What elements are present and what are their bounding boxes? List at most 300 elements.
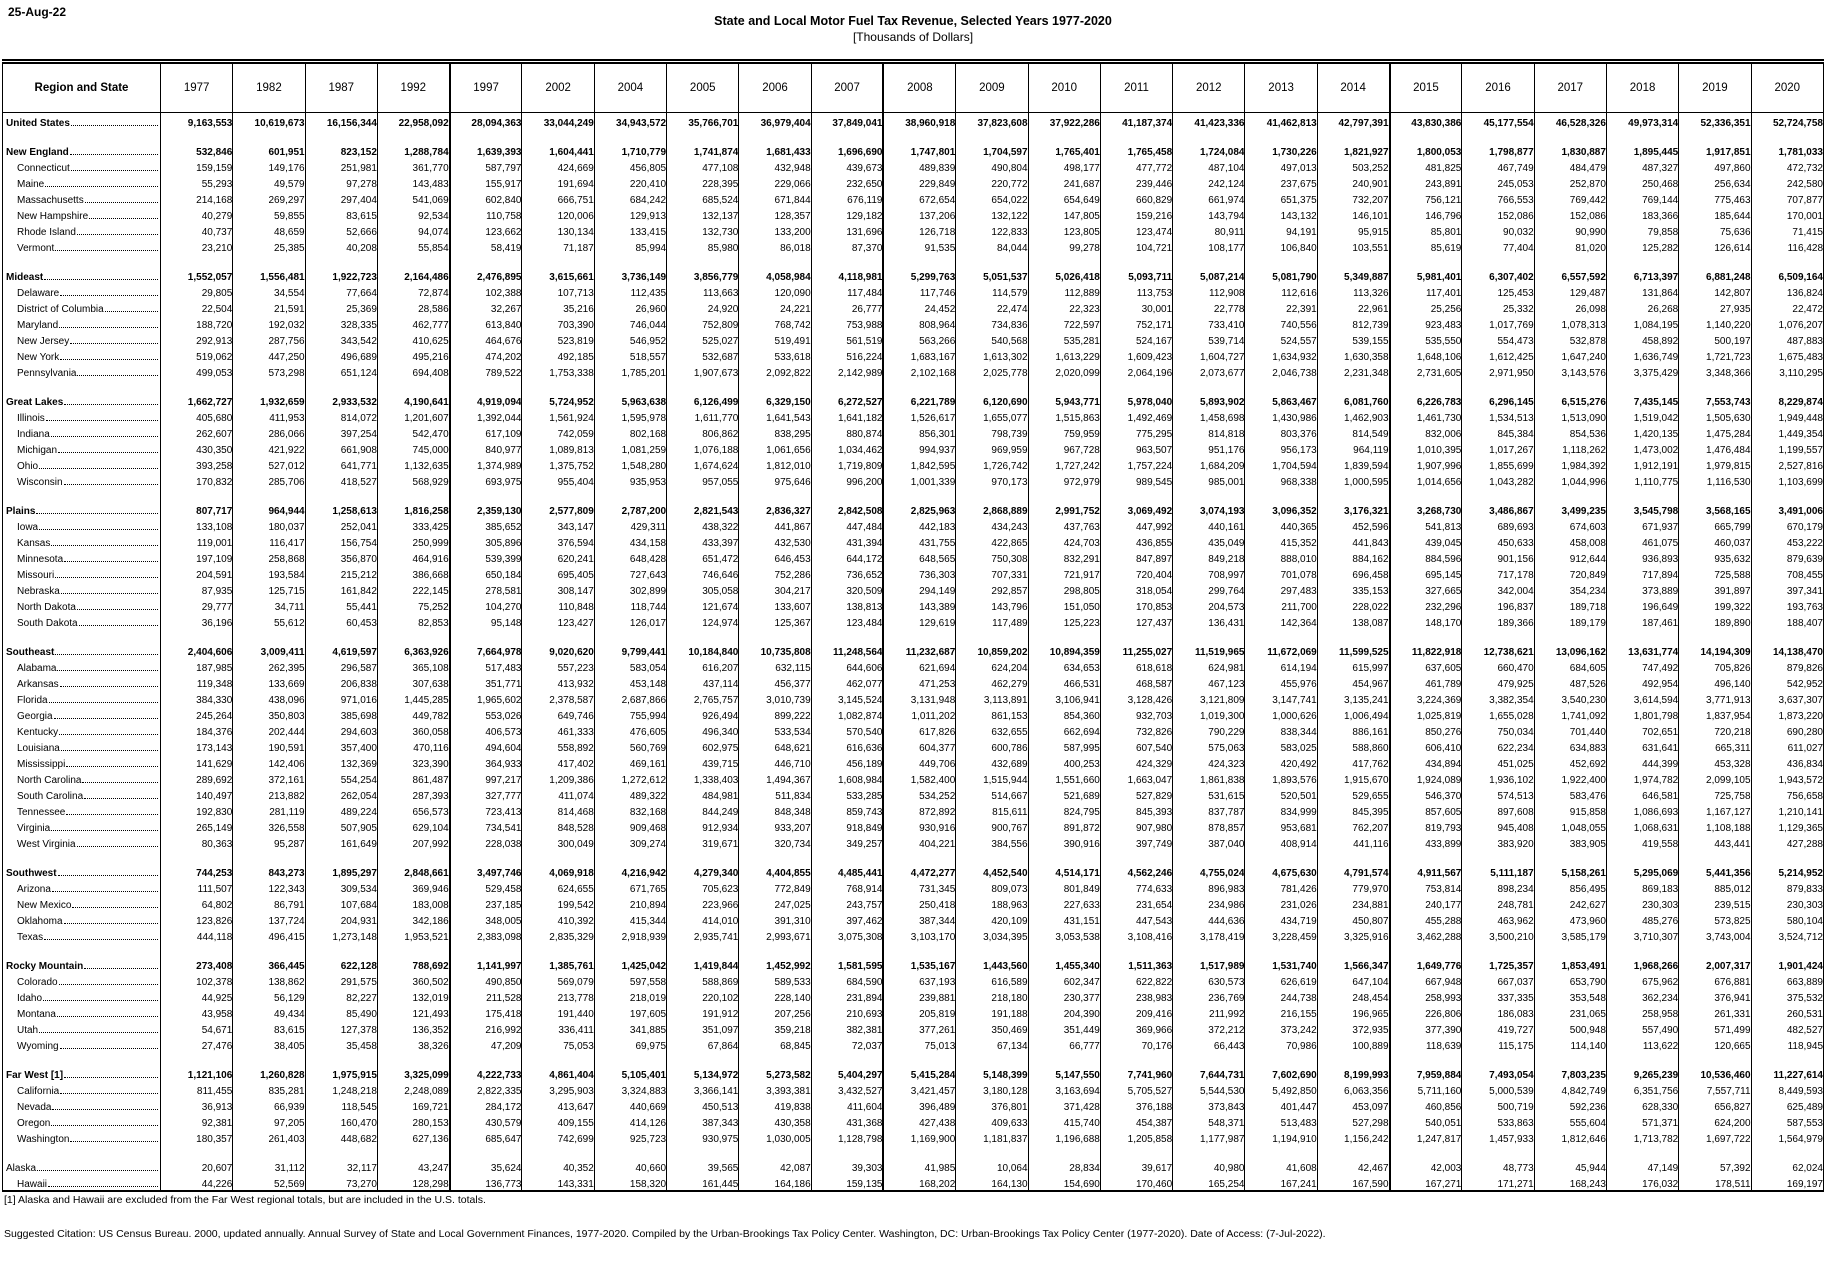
value-cell: 112,908 <box>1173 283 1245 299</box>
value-cell: 132,369 <box>305 754 377 770</box>
spacer-cell <box>161 254 233 267</box>
value-cell: 4,562,246 <box>1100 863 1172 879</box>
spacer-cell <box>1100 488 1172 501</box>
value-cell: 723,413 <box>450 802 522 818</box>
value-cell: 3,736,149 <box>594 267 666 283</box>
value-cell: 1,641,182 <box>811 408 883 424</box>
value-cell: 1,630,358 <box>1317 347 1389 363</box>
value-cell: 1,457,933 <box>1462 1129 1534 1145</box>
value-cell: 900,767 <box>956 818 1028 834</box>
value-cell: 5,441,356 <box>1679 863 1751 879</box>
row-label <box>3 1004 161 1020</box>
value-cell: 318,054 <box>1100 581 1172 597</box>
value-cell: 11,255,027 <box>1100 642 1172 658</box>
value-cell: 40,352 <box>522 1158 594 1174</box>
dotted-leader <box>58 875 158 876</box>
spacer-cell <box>1606 488 1678 501</box>
spacer-cell <box>739 629 811 642</box>
value-cell: 196,965 <box>1317 1004 1389 1020</box>
value-cell: 335,153 <box>1317 581 1389 597</box>
value-cell: 114,140 <box>1534 1036 1606 1052</box>
spacer-cell <box>305 488 377 501</box>
value-cell: 262,395 <box>233 658 305 674</box>
value-cell: 175,418 <box>450 1004 522 1020</box>
value-cell: 40,208 <box>305 238 377 254</box>
spacer-cell <box>305 850 377 863</box>
spacer-cell <box>1462 488 1534 501</box>
value-cell: 397,341 <box>1751 581 1823 597</box>
dotted-leader <box>52 1109 158 1110</box>
value-cell: 1,564,979 <box>1751 1129 1823 1145</box>
value-cell: 117,484 <box>811 283 883 299</box>
value-cell: 103,551 <box>1317 238 1389 254</box>
value-cell: 173,143 <box>161 738 233 754</box>
value-cell: 1,613,302 <box>956 347 1028 363</box>
value-cell: 888,010 <box>1245 549 1317 565</box>
value-cell: 187,985 <box>161 658 233 674</box>
value-cell: 3,325,916 <box>1317 927 1389 943</box>
spacer-cell <box>305 1145 377 1158</box>
row-label-text: Georgia <box>17 711 53 722</box>
value-cell: 667,948 <box>1390 972 1462 988</box>
value-cell: 176,032 <box>1606 1174 1678 1191</box>
value-cell: 1,655,077 <box>956 408 1028 424</box>
spacer-cell <box>956 129 1028 142</box>
value-cell: 453,222 <box>1751 533 1823 549</box>
spacer-cell <box>594 629 666 642</box>
spacer-cell <box>1534 943 1606 956</box>
value-cell: 85,994 <box>594 238 666 254</box>
value-cell: 1,641,543 <box>739 408 811 424</box>
value-cell: 213,882 <box>233 786 305 802</box>
spacer-cell <box>1028 1145 1100 1158</box>
value-cell: 3,075,308 <box>811 927 883 943</box>
value-cell: 167,241 <box>1245 1174 1317 1191</box>
spacer-cell <box>1751 629 1823 642</box>
spacer-cell <box>161 1052 233 1065</box>
value-cell: 4,485,441 <box>811 863 883 879</box>
value-cell: 42,087 <box>739 1158 811 1174</box>
value-cell: 397,749 <box>1100 834 1172 850</box>
row-label <box>3 158 161 174</box>
value-cell: 420,492 <box>1245 754 1317 770</box>
value-cell: 519,062 <box>161 347 233 363</box>
year-column-header: 2009 <box>956 62 1028 113</box>
value-cell: 2,020,099 <box>1028 363 1100 379</box>
value-cell: 231,065 <box>1534 1004 1606 1020</box>
value-cell: 128,298 <box>377 1174 449 1191</box>
value-cell: 14,194,309 <box>1679 642 1751 658</box>
value-cell: 97,278 <box>305 174 377 190</box>
value-cell: 262,607 <box>161 424 233 440</box>
value-cell: 3,500,210 <box>1462 927 1534 943</box>
value-cell: 912,644 <box>1534 549 1606 565</box>
value-cell: 30,001 <box>1100 299 1172 315</box>
value-cell: 869,183 <box>1606 879 1678 895</box>
value-cell: 42,003 <box>1390 1158 1462 1174</box>
value-cell: 554,473 <box>1462 331 1534 347</box>
value-cell: 7,959,884 <box>1390 1065 1462 1081</box>
value-cell: 915,858 <box>1534 802 1606 818</box>
spacer-cell <box>667 1052 739 1065</box>
value-cell: 1,932,659 <box>233 392 305 408</box>
value-cell: 5,081,790 <box>1245 267 1317 283</box>
value-cell: 964,944 <box>233 501 305 517</box>
spacer-cell <box>3 254 161 267</box>
value-cell: 170,001 <box>1751 206 1823 222</box>
value-cell: 320,734 <box>739 834 811 850</box>
value-cell: 482,527 <box>1751 1020 1823 1036</box>
value-cell: 660,829 <box>1100 190 1172 206</box>
dotted-leader <box>61 750 158 751</box>
value-cell: 382,381 <box>811 1020 883 1036</box>
value-cell: 446,710 <box>739 754 811 770</box>
value-cell: 5,544,530 <box>1173 1081 1245 1097</box>
value-cell: 199,322 <box>1679 597 1751 613</box>
dotted-leader <box>51 545 158 546</box>
spacer-cell <box>1679 488 1751 501</box>
value-cell: 1,017,267 <box>1462 440 1534 456</box>
value-cell: 291,575 <box>305 972 377 988</box>
value-cell: 458,008 <box>1534 533 1606 549</box>
value-cell: 720,218 <box>1679 722 1751 738</box>
spacer-cell <box>1028 379 1100 392</box>
dotted-leader <box>55 250 158 251</box>
value-cell: 44,925 <box>161 988 233 1004</box>
dotted-leader <box>84 968 158 969</box>
row-label <box>3 1113 161 1129</box>
value-cell: 421,922 <box>233 440 305 456</box>
value-cell: 126,614 <box>1679 238 1751 254</box>
value-cell: 6,272,527 <box>811 392 883 408</box>
value-cell: 25,256 <box>1390 299 1462 315</box>
value-cell: 359,218 <box>739 1020 811 1036</box>
value-cell: 168,243 <box>1534 1174 1606 1191</box>
row-label-text: Maine <box>17 179 45 190</box>
value-cell: 67,134 <box>956 1036 1028 1052</box>
value-cell: 430,350 <box>161 440 233 456</box>
value-cell: 373,843 <box>1173 1097 1245 1113</box>
spacer-cell <box>1606 129 1678 142</box>
spacer-cell <box>522 850 594 863</box>
value-cell: 119,001 <box>161 533 233 549</box>
value-cell: 693,975 <box>450 472 522 488</box>
value-cell: 455,288 <box>1390 911 1462 927</box>
value-cell: 1,812,010 <box>739 456 811 472</box>
value-cell: 1,873,220 <box>1751 706 1823 722</box>
value-cell: 372,935 <box>1317 1020 1389 1036</box>
row-label <box>3 972 161 988</box>
value-cell: 936,893 <box>1606 549 1678 565</box>
value-cell: 211,700 <box>1245 597 1317 613</box>
value-cell: 3,382,354 <box>1462 690 1534 706</box>
spacer-cell <box>1390 254 1462 267</box>
value-cell: 5,963,638 <box>594 392 666 408</box>
spacer-cell <box>1028 129 1100 142</box>
value-cell: 703,390 <box>522 315 594 331</box>
value-cell: 189,718 <box>1534 597 1606 613</box>
value-cell: 343,542 <box>305 331 377 347</box>
dotted-leader <box>64 923 158 924</box>
year-column-header: 2020 <box>1751 62 1823 113</box>
value-cell: 772,849 <box>739 879 811 895</box>
value-cell: 27,476 <box>161 1036 233 1052</box>
value-cell: 384,556 <box>956 834 1028 850</box>
value-cell: 453,097 <box>1317 1097 1389 1113</box>
value-cell: 3,034,395 <box>956 927 1028 943</box>
value-cell: 31,112 <box>233 1158 305 1174</box>
value-cell: 519,491 <box>739 331 811 347</box>
value-cell: 651,472 <box>667 549 739 565</box>
value-cell: 500,948 <box>1534 1020 1606 1036</box>
value-cell: 587,553 <box>1751 1113 1823 1129</box>
row-label <box>3 565 161 581</box>
value-cell: 111,507 <box>161 879 233 895</box>
value-cell: 391,897 <box>1679 581 1751 597</box>
value-cell: 309,534 <box>305 879 377 895</box>
value-cell: 38,960,918 <box>883 113 955 130</box>
value-cell: 1,801,798 <box>1606 706 1678 722</box>
value-cell: 750,308 <box>956 549 1028 565</box>
value-cell: 410,625 <box>377 331 449 347</box>
value-cell: 646,453 <box>739 549 811 565</box>
spacer-cell <box>883 1145 955 1158</box>
row-label-text: Far West [1] <box>6 1070 64 1081</box>
value-cell: 727,643 <box>594 565 666 581</box>
value-cell: 141,629 <box>161 754 233 770</box>
spacer-cell <box>1679 629 1751 642</box>
spacer-cell <box>1462 850 1534 863</box>
value-cell: 540,051 <box>1390 1113 1462 1129</box>
spacer-cell <box>1679 1052 1751 1065</box>
value-cell: 115,175 <box>1462 1036 1534 1052</box>
spacer-cell <box>883 254 955 267</box>
value-cell: 627,136 <box>377 1129 449 1145</box>
value-cell: 25,385 <box>233 238 305 254</box>
value-cell: 1,812,646 <box>1534 1129 1606 1145</box>
spacer-cell <box>377 943 449 956</box>
value-cell: 945,408 <box>1462 818 1534 834</box>
value-cell: 1,922,400 <box>1534 770 1606 786</box>
value-cell: 558,892 <box>522 738 594 754</box>
value-cell: 100,889 <box>1317 1036 1389 1052</box>
value-cell: 214,168 <box>161 190 233 206</box>
value-cell: 452,692 <box>1534 754 1606 770</box>
value-cell: 360,058 <box>377 722 449 738</box>
value-cell: 58,419 <box>450 238 522 254</box>
value-cell: 529,458 <box>450 879 522 895</box>
value-cell: 1,248,218 <box>305 1081 377 1097</box>
value-cell: 6,351,756 <box>1606 1081 1678 1097</box>
value-cell: 513,483 <box>1245 1113 1317 1129</box>
value-cell: 3,145,524 <box>811 690 883 706</box>
value-cell: 92,534 <box>377 206 449 222</box>
value-cell: 1,556,481 <box>233 267 305 283</box>
value-cell: 1,272,612 <box>594 770 666 786</box>
value-cell: 294,149 <box>883 581 955 597</box>
value-cell: 997,217 <box>450 770 522 786</box>
spacer-cell <box>1679 943 1751 956</box>
value-cell: 1,747,801 <box>883 142 955 158</box>
value-cell: 1,068,631 <box>1606 818 1678 834</box>
value-cell: 239,881 <box>883 988 955 1004</box>
spacer-cell <box>377 254 449 267</box>
value-cell: 431,394 <box>811 533 883 549</box>
value-cell: 168,202 <box>883 1174 955 1191</box>
value-cell: 1,581,595 <box>811 956 883 972</box>
value-cell: 4,675,630 <box>1245 863 1317 879</box>
row-label-text: Virginia <box>17 823 51 834</box>
value-cell: 441,843 <box>1317 533 1389 549</box>
value-cell: 3,486,867 <box>1462 501 1534 517</box>
value-cell: 35,624 <box>450 1158 522 1174</box>
value-cell: 996,200 <box>811 472 883 488</box>
value-cell: 424,329 <box>1100 754 1172 770</box>
value-cell: 11,227,614 <box>1751 1065 1823 1081</box>
value-cell: 7,557,711 <box>1679 1081 1751 1097</box>
value-cell: 2,868,889 <box>956 501 1028 517</box>
row-label <box>3 283 161 299</box>
year-column-header: 1977 <box>161 62 233 113</box>
value-cell: 3,224,369 <box>1390 690 1462 706</box>
value-cell: 1,675,483 <box>1751 347 1823 363</box>
value-cell: 533,618 <box>739 347 811 363</box>
value-cell: 84,044 <box>956 238 1028 254</box>
value-cell: 422,865 <box>956 533 1028 549</box>
value-cell: 110,758 <box>450 206 522 222</box>
row-label-text: Missouri <box>17 570 55 581</box>
value-cell: 26,960 <box>594 299 666 315</box>
dotted-leader <box>84 798 158 799</box>
value-cell: 351,449 <box>1028 1020 1100 1036</box>
value-cell: 994,937 <box>883 440 955 456</box>
value-cell: 439,673 <box>811 158 883 174</box>
value-cell: 451,025 <box>1462 754 1534 770</box>
table-row <box>3 331 1824 347</box>
value-cell: 520,501 <box>1245 786 1317 802</box>
value-cell: 1,103,699 <box>1751 472 1823 488</box>
value-cell: 436,855 <box>1100 533 1172 549</box>
value-cell: 408,914 <box>1245 834 1317 850</box>
value-cell: 434,719 <box>1245 911 1317 927</box>
value-cell: 1,757,224 <box>1100 456 1172 472</box>
dotted-leader <box>71 125 158 126</box>
row-label <box>3 786 161 802</box>
spacer-cell <box>883 943 955 956</box>
row-label-text: New Jersey <box>17 336 70 347</box>
value-cell: 460,037 <box>1679 533 1751 549</box>
spacer-cell <box>956 379 1028 392</box>
value-cell: 575,063 <box>1173 738 1245 754</box>
value-cell: 419,838 <box>739 1097 811 1113</box>
row-label-text: Washington <box>17 1134 70 1145</box>
value-cell: 1,385,761 <box>522 956 594 972</box>
spacer-cell <box>1606 850 1678 863</box>
dotted-leader <box>82 782 158 783</box>
value-cell: 1,081,259 <box>594 440 666 456</box>
spacer-cell <box>1173 1052 1245 1065</box>
value-cell: 857,605 <box>1390 802 1462 818</box>
value-cell: 2,731,605 <box>1390 363 1462 379</box>
spacer-cell <box>233 629 305 642</box>
value-cell: 197,109 <box>161 549 233 565</box>
value-cell: 146,796 <box>1390 206 1462 222</box>
value-cell: 625,489 <box>1751 1097 1823 1113</box>
value-cell: 1,455,340 <box>1028 956 1100 972</box>
table-row <box>3 1065 1824 1081</box>
value-cell: 647,104 <box>1317 972 1389 988</box>
value-cell: 37,922,286 <box>1028 113 1100 130</box>
value-cell: 152,086 <box>1462 206 1534 222</box>
dotted-leader <box>51 1125 158 1126</box>
value-cell: 759,959 <box>1028 424 1100 440</box>
row-label <box>3 956 161 972</box>
value-cell: 1,181,837 <box>956 1129 1028 1145</box>
value-cell: 2,825,963 <box>883 501 955 517</box>
row-label-text: District of Columbia <box>17 304 104 315</box>
value-cell: 604,377 <box>883 738 955 754</box>
value-cell: 32,267 <box>450 299 522 315</box>
value-cell: 476,605 <box>594 722 666 738</box>
value-cell: 411,604 <box>811 1097 883 1113</box>
spacer-row <box>3 379 1824 392</box>
dotted-leader <box>51 436 158 437</box>
value-cell: 452,596 <box>1317 517 1389 533</box>
value-cell: 222,145 <box>377 581 449 597</box>
value-cell: 569,079 <box>522 972 594 988</box>
value-cell: 2,991,752 <box>1028 501 1100 517</box>
value-cell: 527,012 <box>233 456 305 472</box>
spacer-cell <box>594 850 666 863</box>
value-cell: 574,513 <box>1462 786 1534 802</box>
value-cell: 1,634,932 <box>1245 347 1317 363</box>
row-label <box>3 988 161 1004</box>
value-cell: 94,074 <box>377 222 449 238</box>
table-row <box>3 1020 1824 1036</box>
row-label <box>3 802 161 818</box>
value-cell: 159,159 <box>161 158 233 174</box>
value-cell: 131,696 <box>811 222 883 238</box>
value-cell: 1,649,776 <box>1390 956 1462 972</box>
value-cell: 676,119 <box>811 190 883 206</box>
value-cell: 466,531 <box>1028 674 1100 690</box>
value-cell: 3,106,941 <box>1028 690 1100 706</box>
value-cell: 152,086 <box>1534 206 1606 222</box>
dotted-leader <box>77 375 158 376</box>
value-cell: 806,862 <box>667 424 739 440</box>
dotted-leader <box>89 218 158 219</box>
value-cell: 1,076,207 <box>1751 315 1823 331</box>
value-cell: 1,765,401 <box>1028 142 1100 158</box>
value-cell: 2,404,606 <box>161 642 233 658</box>
value-cell: 3,147,741 <box>1245 690 1317 706</box>
value-cell: 685,524 <box>667 190 739 206</box>
value-cell: 133,200 <box>739 222 811 238</box>
value-cell: 39,565 <box>667 1158 739 1174</box>
value-cell: 1,713,782 <box>1606 1129 1678 1145</box>
spacer-cell <box>450 379 522 392</box>
value-cell: 278,581 <box>450 581 522 597</box>
value-cell: 292,857 <box>956 581 1028 597</box>
value-cell: 1,247,817 <box>1390 1129 1462 1145</box>
value-cell: 123,662 <box>450 222 522 238</box>
value-cell: 85,801 <box>1390 222 1462 238</box>
value-cell: 433,899 <box>1390 834 1462 850</box>
value-cell: 708,455 <box>1751 565 1823 581</box>
value-cell: 180,037 <box>233 517 305 533</box>
spacer-cell <box>1173 629 1245 642</box>
spacer-row <box>3 1145 1824 1158</box>
